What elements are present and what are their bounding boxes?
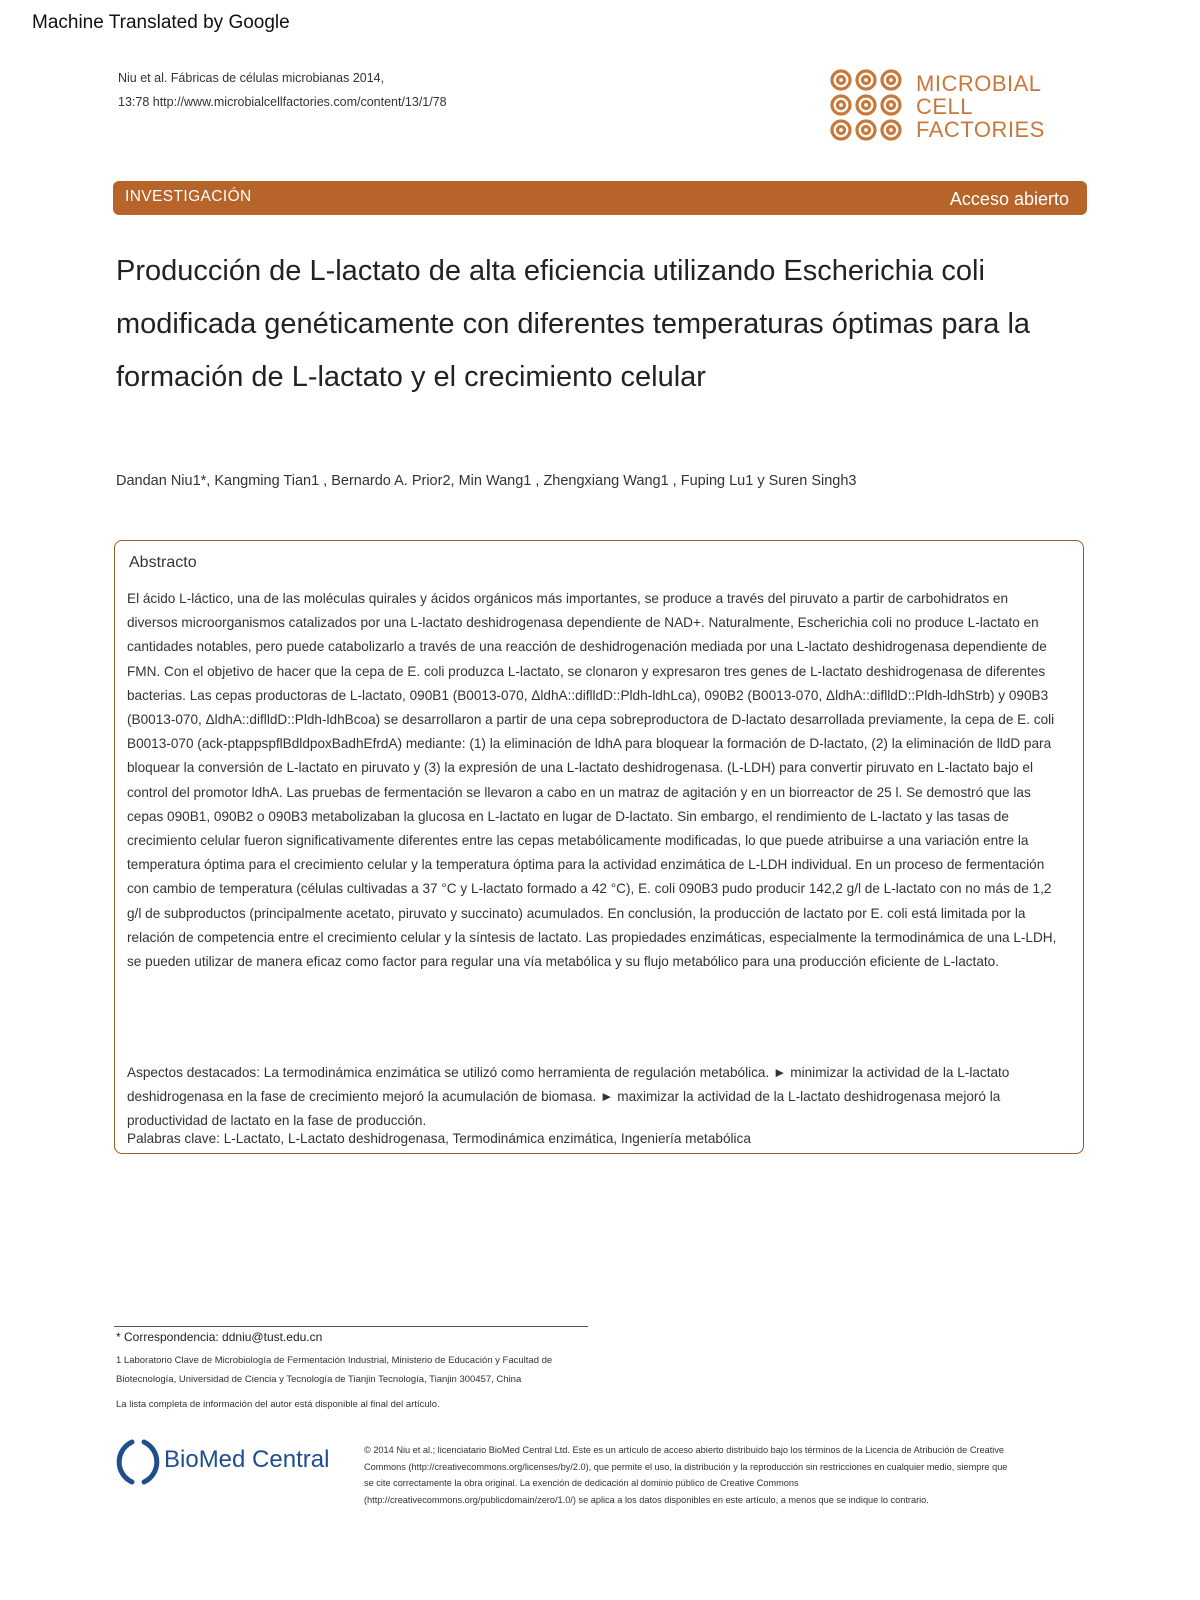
section-label: INVESTIGACIÓN: [125, 188, 252, 205]
article-type-bar: [113, 181, 1087, 215]
affiliation: 1 Laboratorio Clave de Microbiología de Fermentación Industrial, Ministerio de Educación y Facultad de Biotecnología, Universidad de Ciencia y Tecnología de Tianjin Tecnología, Tianjin 300457, China: [116, 1355, 553, 1385]
keywords: Palabras clave: L-Lactato, L-Lactato deshidrogenasa, Termodinámica enzimática, Ingeniería metabólica: [127, 1131, 751, 1146]
journal-logo: [828, 68, 1098, 146]
citation-line-1: Niu et al. Fábricas de células microbianas 2014,: [118, 71, 385, 85]
biomed-central-icon: [114, 1438, 162, 1486]
abstract-box: [114, 540, 1084, 1154]
machine-translation-banner: Machine Translated by Google: [32, 12, 290, 33]
journal-name: MICROBIAL CELL FACTORIES: [916, 71, 1045, 142]
citation: [118, 66, 447, 114]
highlights: Aspectos destacados: La termodinámica enzimática se utilizó como herramienta de regulación metabólica. ► minimizar la actividad de la L-lactato deshidrogenasa en la fase de crecimiento mejoró la acumulación de biomasa. ► maximizar la actividad de la L-lactato deshidrogenasa mejoró la productividad de lactato en la fase de producción.: [127, 1065, 1010, 1129]
publisher-logo: [114, 1438, 354, 1488]
cell-grid-logo-icon: [828, 68, 908, 142]
citation-line-2: 13:78 http://www.microbialcellfactories.com/content/13/1/78: [118, 95, 447, 109]
article-title: Producción de L-lactato de alta eficiencia utilizando Escherichia coli modificada genéticamente con diferentes temperaturas óptimas para la formación de L-lactato y el crecimiento celular: [116, 255, 1031, 393]
abstract-body: El ácido L-láctico, una de las moléculas quirales y ácidos orgánicos más importantes, se produce a través del piruvato a partir de carbohidratos en diversos microorganismos catalizados por una L-lactato deshidrogenasa dependiente de NAD+. Naturalmente, Escherichia coli no produce L-lactato en cantidades notables, pero puede catabolizarlo a través de una reacción de deshidrogenación mediada por una L-lactato deshidrogenasa dependiente de FMN. Con el objetivo de hacer que la cepa de E. coli produzca L-lactato, se clonaron y expresaron tres genes de L-lactato deshidrogenasa de diferentes bacterias. Las cepas productoras de L-lactato, 090B1 (B0013-070, ΔldhA::diflldD::Pldh-ldhLca), 090B2 (B0013-070, ΔldhA::diflldD::Pldh-ldhStrb) y 090B3 (B0013-070, ΔldhA::diflldD::Pldh-ldhBcoa) se desarrollaron a partir de una cepa sobreproductora de D-lactato desarrollada previamente, la cepa de E. coli B0013-070 (ack-ptappspflBdldpoxBadhEfrdA) mediante: (1) la eliminación de ldhA para bloquear la formación de D-lactato, (2) la eliminación de lldD para bloquear la conversión de L-lactato en piruvato y (3) la expresión de una L-lactato deshidrogenasa. (L-LDH) para convertir piruvato en L-lactato bajo el control del promotor ldhA. Las pruebas de fermentación se llevaron a cabo en un matraz de agitación y en un biorreactor de 25 l. Se demostró que las cepas 090B1, 090B2 o 090B3 metabolizaban la glucosa en L-lactato en lugar de D-lactato. Sin embargo, el rendimiento de L-lactato y las tasas de crecimiento celular fueron significativamente diferentes entre las cepas metabólicamente modificadas, lo que puede atribuirse a una variación entre la temperatura óptima para el crecimiento celular y la temperatura óptima para la actividad enzimática de L-LDH individual. En un proceso de fermentación con cambio de temperatura (células cultivadas a 37 °C y L-lactato formado a 42 °C), E. coli 090B3 pudo producir 142,2 g/l de L-lactato con no más de 1,2 g/l de subproductos (principalmente acetato, piruvato y succinato) acumulados. En conclusión, la producción de lactato por E. coli está limitada por la relación de competencia entre el crecimiento celular y la síntesis de lactato. Las propiedades enzimáticas, especialmente la termodinámica de una L-LDH, se pueden utilizar de manera eficaz como factor para regular una vía metabólica y su flujo metabólico para una producción eficiente de L-lactato.: [127, 591, 1057, 970]
abstract-heading: Abstracto: [129, 554, 197, 571]
open-access-label: Acceso abierto: [949, 189, 1069, 209]
publisher-name: BioMed Central: [164, 1446, 330, 1473]
author-info-note: La lista completa de información del autor está disponible al final del artículo.: [116, 1399, 440, 1410]
correspondence: * Correspondencia: ddniu@tust.edu.cn: [116, 1330, 323, 1344]
author-list: Dandan Niu1*, Kangming Tian1 , Bernardo A. Prior2, Min Wang1 , Zhengxiang Wang1 , Fuping Lu1 y Suren Singh3: [116, 473, 857, 489]
license-text: © 2014 Niu et al.; licenciatario BioMed Central Ltd. Este es un artículo de acceso abierto distribuido bajo los términos de la Licencia de Atribución de Creative Commons (http://creativecommons.org/licenses/by/2.0), que permite el uso, la distribución y la reproducción sin restricciones en cualquier medio, siempre que se cite correctamente la obra original. La exención de dedicación al dominio público de Creative Commons (http://creativecommons.org/publicdomain/zero/1.0/) se aplica a los datos disponibles en este artículo, a menos que se indique lo contrario.: [364, 1445, 1008, 1505]
footnote-divider: [114, 1326, 588, 1327]
